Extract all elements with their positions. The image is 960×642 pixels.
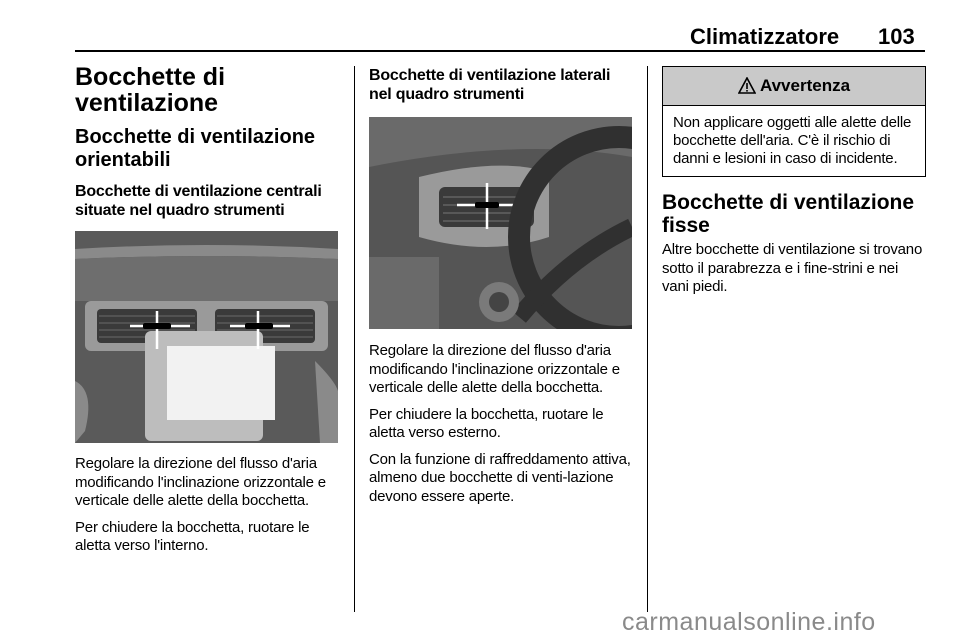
heading-fixed-vents: Bocchette di ventilazione fisse: [662, 191, 915, 237]
column-divider: [354, 66, 355, 612]
column-2: [369, 66, 633, 506]
column-1: [75, 64, 343, 556]
heading-adjustable-vents: Bocchette di ventilazione orientabili: [75, 126, 316, 171]
paragraph: Altre bocchette di ventilazione si trovano sotto il parabrezza e i fine-strini e nei vani piedi.: [662, 241, 923, 295]
paragraph: Per chiudere la bocchetta, ruotare le aletta verso esterno.: [369, 405, 604, 441]
warning-title: Avvertenza: [759, 76, 851, 95]
page-number: 103: [878, 24, 915, 49]
header-rule: [75, 50, 925, 52]
column-divider: [647, 66, 648, 612]
watermark: carmanualsonline.info: [622, 608, 876, 636]
dashboard-center-vents-illustration: [75, 231, 338, 443]
paragraph: Regolare la direzione del flusso d'aria modificando l'inclinazione orizzontale e verticale delle alette della bocchetta.: [369, 342, 620, 396]
warning-box: [662, 66, 926, 177]
warning-text: Non applicare oggetti alle alette delle bocchette dell'aria. C'è il rischio di danni e lesioni in caso di incidente.: [673, 114, 912, 167]
heading-side-vents: Bocchette di ventilazione laterali nel quadro strumenti: [369, 67, 611, 103]
paragraph: Per chiudere la bocchetta, ruotare le aletta verso l'interno.: [75, 518, 310, 554]
section-title: Climatizzatore: [690, 24, 840, 49]
heading-vents: Bocchette di ventilazione: [75, 63, 226, 117]
paragraph: Regolare la direzione del flusso d'aria modificando l'inclinazione orizzontale e verticale delle alette della bocchetta.: [75, 455, 326, 509]
warning-triangle-icon: [738, 77, 756, 95]
column-3: [662, 66, 926, 297]
warning-header: [663, 67, 925, 106]
paragraph: Con la funzione di raffreddamento attiva, almeno due bocchette di venti-lazione devono essere aperte.: [369, 450, 631, 505]
heading-center-vents: Bocchette di ventilazione centrali situate nel quadro strumenti: [75, 183, 322, 219]
side-vent-illustration: [369, 117, 632, 329]
